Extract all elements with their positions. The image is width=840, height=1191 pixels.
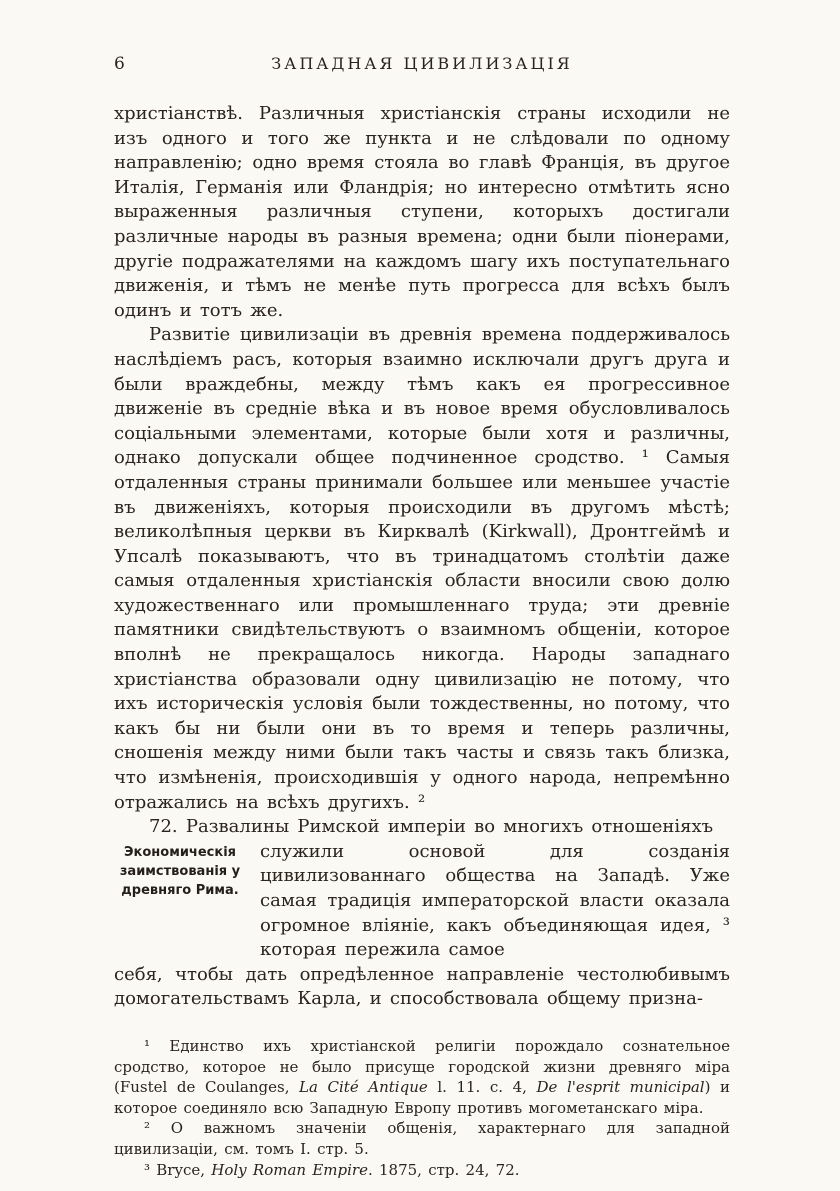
footnote-3: ³ Bryce, Holy Roman Empire. 1875, стр. 24, 72. xyxy=(144,1160,520,1179)
paragraph-continuation: христіанствѣ. Различныя христіанскія страны исходили не изъ одного и того же пункта и не слѣдовали по одному направленію; одно время стояла во главѣ Франція, въ другое Италія, Германія или Фландрія; но интересно отмѣтить ясно выраженныя различныя ступени, которыхъ достигали различные народы въ разныя времена; одни были піонерами, другіе подражателями на каждомъ шагу ихъ поступательнаго движенія, и тѣмъ не менѣе путь прогресса для всѣхъ былъ одинъ и тотъ же. xyxy=(114,103,730,321)
paragraph-2: Развитіе цивилизаціи въ древнія времена поддерживалось наслѣдіемъ расъ, которыя взаимно исключали другъ друга и были враждебны, между тѣмъ какъ ея прогрессивное движеніе въ средніе вѣка и въ новое время обусловливалось соціальными элементами, которые были хотя и различны, однако допускали общее подчиненное сродство. ¹ Самыя отдаленныя страны принимали большее или меньшее участіе въ движеніяхъ, которыя происходили въ другомъ мѣстѣ; великолѣпныя церкви въ Кирквалѣ (Kirkwall), Дронтгеймѣ и Упсалѣ показываютъ, что въ тринадцатомъ столѣтіи даже самыя отдаленныя христіанскія области вносили свою долю художественнаго или промышленнаго труда; эти древніе памятники свидѣтельствуютъ о взаимномъ общеніи, которое вполнѣ не прекращалось никогда. Народы западнаго христіанства образовали одну цивилизацію не потому, что ихъ историческія условія были тождественны, но потому, что какъ бы ни были они въ то время и теперь различны, сношенія между ними были такъ часты и связь такъ близка, что измѣненія, происходившія у одного народа, непремѣнно отражались на всѣхъ другихъ. ² xyxy=(114,324,730,813)
paragraph-72-beside-note: служили основой для созданія цивилизованнаго общества на Западѣ. Уже самая традиція императорской власти оказала огромное вліяніе, какъ объединяющая идея, ³ которая пережила самое xyxy=(260,840,730,961)
footnote-2: ² О важномъ значеніи общенія, характернаго для западной цивилизаціи, см. томъ I. стр. 5. xyxy=(114,1119,730,1158)
paragraph-72-below-note: себя, чтобы дать опредѣленное направленіе честолюбивымъ домогательствамъ Карла, и способствовала общему призна- xyxy=(114,963,730,1010)
footnotes xyxy=(114,1036,730,1180)
body-text xyxy=(114,102,730,1012)
paragraph-72 xyxy=(114,815,730,1012)
page-header xyxy=(114,54,730,74)
page-number: 6 xyxy=(114,54,126,74)
margin-note: Экономическія заимствованія у древняго Рима. xyxy=(119,844,241,898)
paragraph-72-first-line: 72. Развалины Римской имперіи во многихъ отношеніяхъ xyxy=(149,816,714,838)
running-head: ЗАПАДНАЯ ЦИВИЛИЗАЦІЯ xyxy=(271,54,573,73)
footnote-1: ¹ Единство ихъ христіанской религіи порождало сознательное сродство, которое не было присуще городской жизни древняго міра (Fustel de Coulanges, La Cité Antique l. 11. с. 4, De l'esprit municipal) и которое соединяло всю Западную Европу противъ могометанскаго міра. xyxy=(114,1036,730,1117)
paragraph-72-row xyxy=(114,840,730,963)
page-content xyxy=(114,54,730,1180)
